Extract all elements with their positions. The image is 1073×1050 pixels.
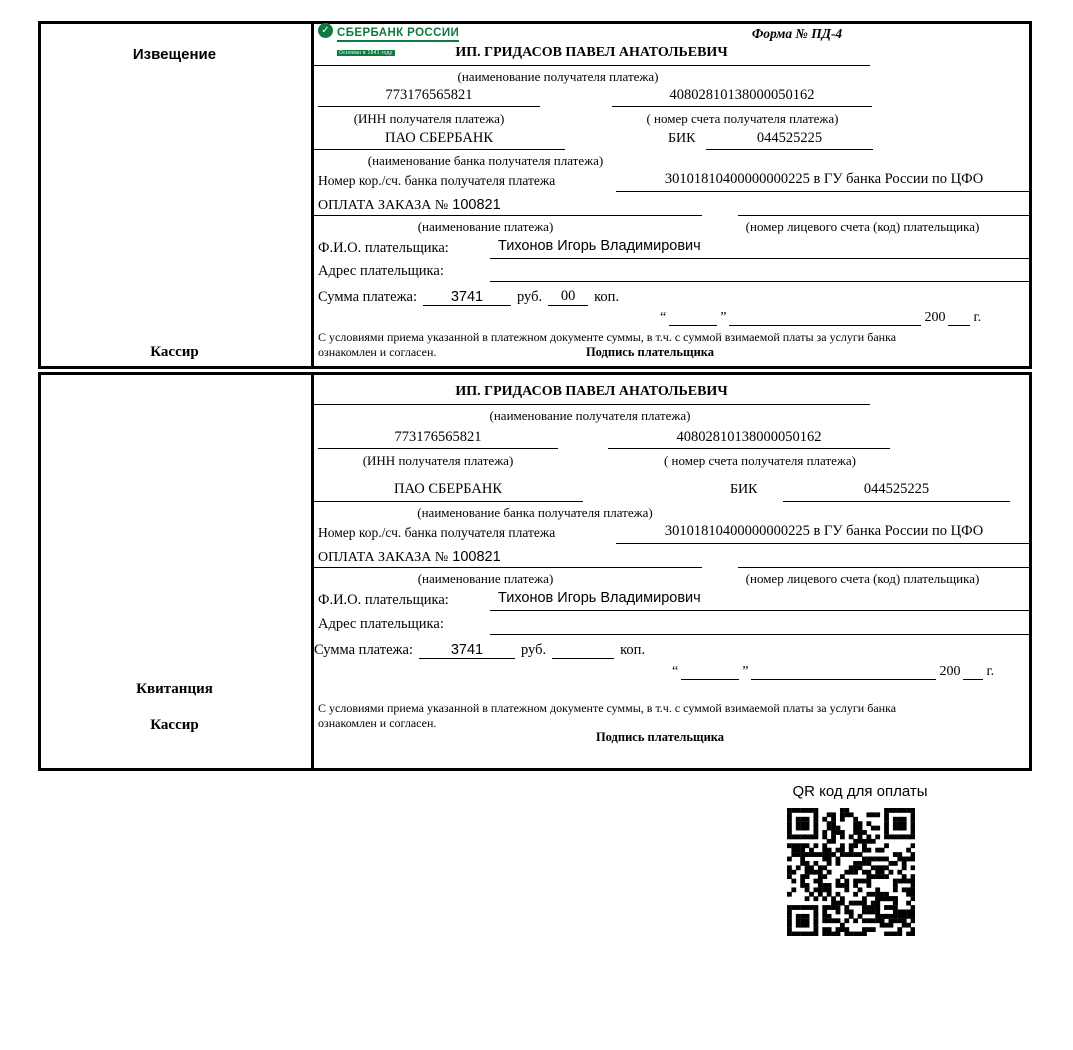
order-number: 100821 bbox=[452, 197, 501, 213]
personal-account-blank-line bbox=[738, 196, 1032, 216]
year-suffix: г. bbox=[973, 310, 982, 325]
notice-cashier-label: Кассир bbox=[150, 344, 199, 360]
form-number-label: Форма № ПД-4 bbox=[751, 26, 843, 41]
inn-value: 773176565821 bbox=[318, 87, 540, 107]
quote-close: ” bbox=[742, 664, 749, 679]
date-row bbox=[660, 306, 981, 326]
recipient-name: ИП. ГРИДАСОВ ПАВЕЛ АНАТОЛЬЕВИЧ bbox=[313, 45, 870, 66]
bank-name: ПАО СБЕРБАНК bbox=[313, 481, 583, 502]
date-year-blank bbox=[963, 679, 983, 680]
bik-label: БИК bbox=[668, 131, 696, 146]
sum-label: Сумма платежа: bbox=[314, 642, 413, 658]
date-day-blank bbox=[669, 325, 717, 326]
order-number: 100821 bbox=[452, 549, 501, 565]
payer-address-label: Адрес плательщика: bbox=[318, 263, 444, 279]
year-suffix: г. bbox=[986, 664, 995, 679]
sberbank-logo-text: СБЕРБАНК РОССИИ bbox=[337, 27, 459, 42]
payer-name-value: Тихонов Игорь Владимирович bbox=[490, 590, 1032, 611]
qr-label: QR код для оплаты bbox=[792, 783, 928, 800]
rub-label: руб. bbox=[521, 642, 547, 658]
quote-open: “ bbox=[672, 664, 679, 679]
bank-name-label: (наименование банка получателя платежа) bbox=[367, 153, 604, 168]
agreement-line1: С условиями приема указанной в платежном документе суммы, в т.ч. с суммой взимаемой платы за услуги банка bbox=[318, 701, 897, 715]
agreement-line2: ознакомлен и согласен. bbox=[318, 716, 437, 730]
corr-account-label: Номер кор./сч. банка получателя платежа bbox=[318, 525, 556, 540]
sum-rub-value: 3741 bbox=[419, 642, 515, 659]
corr-account-value: 30101810400000000225 в ГУ банка России по ЦФО bbox=[616, 171, 1032, 192]
corr-account-value: 30101810400000000225 в ГУ банка России по ЦФО bbox=[616, 523, 1032, 544]
payment-name-text: ОПЛАТА ЗАКАЗА № bbox=[318, 550, 449, 565]
sberbank-logo-tagline: Основан в 1841 году bbox=[339, 50, 393, 56]
sum-kop-value: 00 bbox=[548, 288, 588, 306]
inn-label: (ИНН получателя платежа) bbox=[353, 111, 505, 126]
sum-rub-value: 3741 bbox=[423, 289, 511, 306]
payment-name-label: (наименование платежа) bbox=[417, 571, 554, 586]
rub-label: руб. bbox=[517, 289, 543, 305]
payment-name-row bbox=[313, 196, 702, 216]
payment-name-text: ОПЛАТА ЗАКАЗА № bbox=[318, 198, 449, 213]
quote-close: ” bbox=[720, 310, 727, 325]
personal-account-label: (номер лицевого счета (код) плательщика) bbox=[745, 219, 980, 234]
sum-label: Сумма платежа: bbox=[318, 289, 417, 305]
personal-account-label: (номер лицевого счета (код) плательщика) bbox=[745, 571, 980, 586]
date-day-blank bbox=[681, 679, 739, 680]
inn-value: 773176565821 bbox=[318, 429, 558, 449]
notice-side-label: Извещение bbox=[132, 46, 217, 63]
payer-fio-label: Ф.И.О. плательщика: bbox=[318, 592, 449, 608]
date-month-blank bbox=[729, 325, 921, 326]
sum-kop-value bbox=[552, 658, 614, 659]
agreement-line1: С условиями приема указанной в платежном документе суммы, в т.ч. с суммой взимаемой платы за услуги банка bbox=[318, 330, 897, 344]
quote-open: “ bbox=[660, 310, 667, 325]
bik-value: 044525225 bbox=[706, 130, 873, 150]
bank-name-label: (наименование банка получателя платежа) bbox=[417, 505, 653, 520]
payer-address-blank-line bbox=[490, 614, 1032, 635]
payment-name-label: (наименование платежа) bbox=[417, 219, 554, 234]
agreement-line2: ознакомлен и согласен. bbox=[318, 345, 437, 359]
qr-code bbox=[787, 808, 915, 936]
year-prefix: 200 bbox=[939, 664, 961, 679]
signature-label: Подпись плательщика bbox=[595, 730, 725, 744]
date-month-blank bbox=[751, 679, 936, 680]
sberbank-check-icon: ✓ bbox=[318, 23, 333, 38]
account-value: 40802810138000050162 bbox=[612, 87, 872, 107]
personal-account-blank-line bbox=[738, 548, 1032, 568]
date-row bbox=[672, 660, 994, 680]
bik-label: БИК bbox=[730, 482, 758, 497]
receipt-cashier-label: Кассир bbox=[150, 717, 199, 733]
sum-row bbox=[318, 285, 619, 306]
signature-label: Подпись плательщика bbox=[585, 345, 715, 359]
recipient-name-label: (наименование получателя платежа) bbox=[457, 69, 659, 84]
bank-name: ПАО СБЕРБАНК bbox=[313, 130, 565, 150]
inn-label: (ИНН получателя платежа) bbox=[362, 453, 514, 468]
receipt-side-label: Квитанция bbox=[136, 681, 213, 697]
kop-label: коп. bbox=[620, 642, 646, 658]
recipient-name-label: (наименование получателя платежа) bbox=[489, 408, 691, 423]
payer-address-label: Адрес плательщика: bbox=[318, 616, 444, 632]
account-label: ( номер счета получателя платежа) bbox=[663, 453, 857, 468]
kop-label: коп. bbox=[594, 289, 620, 305]
sum-row bbox=[314, 638, 645, 659]
account-label: ( номер счета получателя платежа) bbox=[646, 111, 839, 126]
payer-name-value: Тихонов Игорь Владимирович bbox=[490, 238, 1032, 259]
date-year-blank bbox=[948, 325, 970, 326]
year-prefix: 200 bbox=[924, 310, 946, 325]
payer-fio-label: Ф.И.О. плательщика: bbox=[318, 240, 449, 256]
account-value: 40802810138000050162 bbox=[608, 429, 890, 449]
payer-address-blank-line bbox=[490, 261, 1032, 282]
recipient-name: ИП. ГРИДАСОВ ПАВЕЛ АНАТОЛЬЕВИЧ bbox=[313, 384, 870, 405]
bik-value: 044525225 bbox=[783, 481, 1010, 502]
corr-account-label: Номер кор./сч. банка получателя платежа bbox=[318, 173, 556, 188]
payment-name-row bbox=[313, 548, 702, 568]
